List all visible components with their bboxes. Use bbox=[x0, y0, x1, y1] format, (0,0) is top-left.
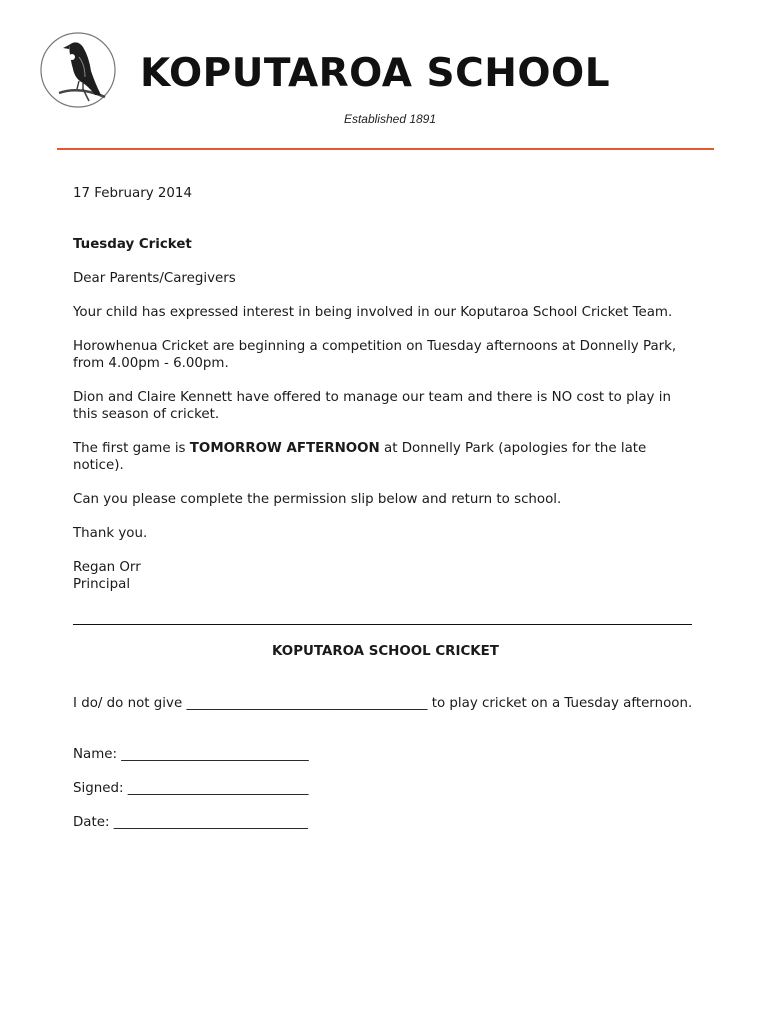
consent-line[interactable]: I do/ do not give ____________________________________ to play cricket on a Tuesday afternoon. bbox=[73, 696, 693, 711]
letter-paragraph: Horowhenua Cricket are beginning a competition on Tuesday afternoons at Donnelly Park, from 4.00pm - 6.00pm. bbox=[73, 339, 677, 371]
letter-salutation: Dear Parents/Caregivers bbox=[73, 271, 236, 286]
school-logo bbox=[39, 31, 117, 109]
emphasis-text: TOMORROW AFTERNOON bbox=[189, 441, 380, 456]
letter-closing: Thank you. bbox=[73, 526, 148, 541]
letter-paragraph: Your child has expressed interest in being involved in our Koputaroa School Cricket Team. bbox=[73, 305, 673, 320]
name-field[interactable]: Name: ____________________________ bbox=[73, 747, 309, 762]
letter-paragraph: Can you please complete the permission slip below and return to school. bbox=[73, 492, 562, 507]
letter-subject: Tuesday Cricket bbox=[73, 237, 192, 252]
established-caption: Established 1891 bbox=[343, 112, 437, 126]
school-name: KOPUTAROA SCHOOL bbox=[140, 51, 611, 96]
signature-field[interactable]: Signed: ___________________________ bbox=[73, 781, 309, 796]
letter-date: 17 February 2014 bbox=[73, 186, 192, 201]
cut-line bbox=[73, 624, 692, 625]
slip-title: KOPUTAROA SCHOOL CRICKET bbox=[272, 644, 499, 659]
signatory-name: Regan Orr bbox=[73, 560, 141, 575]
paragraph-text: The first game is bbox=[73, 441, 190, 456]
signatory-title: Principal bbox=[73, 577, 131, 592]
header-divider bbox=[57, 148, 714, 150]
date-field[interactable]: Date: _____________________________ bbox=[73, 815, 308, 830]
letter-paragraph bbox=[73, 440, 678, 474]
letter-paragraph: Dion and Claire Kennett have offered to manage our team and there is NO cost to play in this season of cricket. bbox=[73, 390, 671, 422]
bird-crest-icon bbox=[39, 31, 117, 109]
paragraph-text: at Donnelly Park (apologies for the late notice). bbox=[73, 441, 647, 473]
